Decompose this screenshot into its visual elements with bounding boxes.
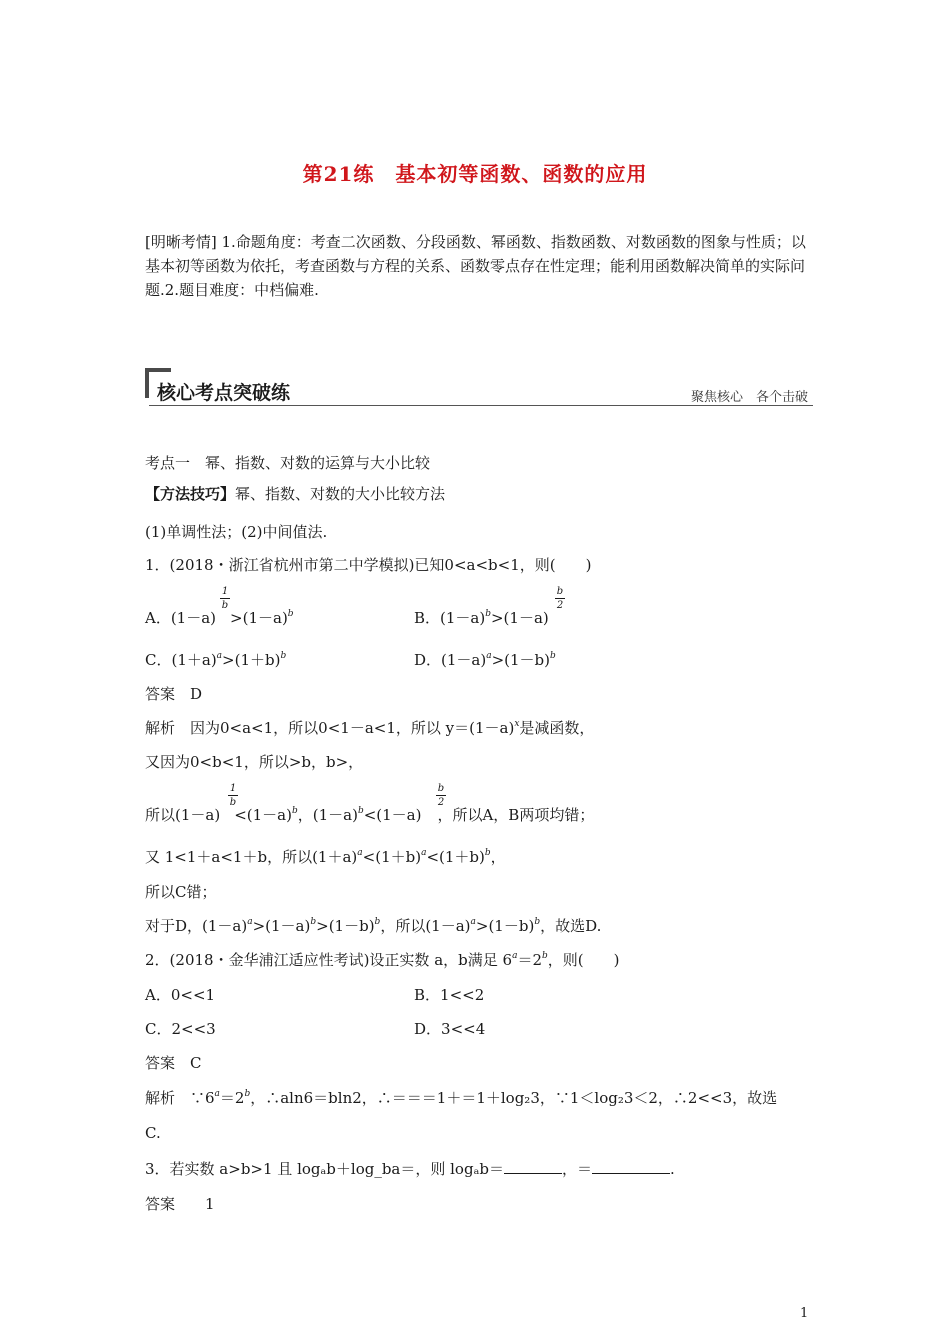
q1-sol4-sup1: a <box>357 848 363 858</box>
q3-stem-c: . <box>669 1160 675 1178</box>
q2-option-d: D．3<<4 <box>414 1020 486 1038</box>
q2-sol-c: ，∴aln6＝bln2，∴＝＝＝1＋＝1＋log₂3，∵1＜log₂3＜2，∴2<<3，故选 <box>250 1089 778 1107</box>
q2-option-b: B．1<<2 <box>414 986 485 1004</box>
method-text: 幂、指数、对数的大小比较方法 <box>235 485 446 503</box>
q1-sol6-f: ，故选D. <box>540 917 602 935</box>
q1-sol1-text: 解析 因为0<a<1，所以0<1－a<1，所以 y＝(1－a) <box>145 719 515 737</box>
q1-sol6-e: >(1－b) <box>475 917 535 935</box>
banner-subtitle: 聚焦核心 各个击破 <box>691 390 809 405</box>
q1-sol4-d: ， <box>490 848 506 866</box>
q2-solution-1 <box>145 1087 777 1108</box>
q1-b-mid: >(1－a) <box>490 609 549 627</box>
q3-blank-1[interactable] <box>504 1173 562 1174</box>
q1-sol3-sup1: b <box>291 806 298 816</box>
q1-sol6-d: ，所以(1－a) <box>380 917 471 935</box>
q3-stem <box>145 1158 675 1179</box>
q3-stem-a: 3．若实数 a>b>1 且 logₐb＋log_ba＝，则 logₐb＝ <box>145 1160 504 1178</box>
frac-bar <box>228 795 238 796</box>
q3-stem-b: ，＝ <box>561 1160 592 1178</box>
q2-option-a: A．0<<1 <box>145 986 216 1004</box>
q1-solution-3 <box>145 804 594 825</box>
q2-sol-sup2: b <box>244 1089 251 1099</box>
method-tag: 【方法技巧】 <box>145 485 236 503</box>
q2-stem-a: 2．(2018・金华浦江适应性考试)设正实数 a，b满足 6 <box>145 951 513 969</box>
q1-sol1-sup: x <box>514 719 520 729</box>
q1-b-frac <box>554 586 566 611</box>
q1-a-tail: >(1－a) <box>230 609 288 627</box>
q1-d-base: D．(1－a) <box>414 651 487 669</box>
frac-denominator: b <box>221 600 229 611</box>
intro-tag: [明晰考情] <box>145 233 217 251</box>
q1-sol6-sup3: b <box>374 917 381 927</box>
frac-bar <box>436 795 446 796</box>
frac-denominator: 2 <box>556 600 564 611</box>
q1-solution-4 <box>145 846 506 867</box>
q2-stem-sup2: b <box>541 951 548 961</box>
q1-sol4-sup2: a <box>421 848 427 858</box>
q1-a-frac <box>219 586 231 611</box>
q1-sol3-b: <(1－a) <box>234 806 292 824</box>
q2-stem <box>145 949 619 970</box>
frac-numerator: b <box>556 586 564 597</box>
method-list: (1)单调性法；(2)中间值法. <box>145 523 328 541</box>
q1-sol1-tail: 是减函数， <box>519 719 595 737</box>
q2-option-c: C．2<<3 <box>145 1020 216 1038</box>
banner-frame-horizontal <box>145 368 171 372</box>
q1-sol6-sup2: b <box>310 917 317 927</box>
q1-option-c <box>145 649 286 670</box>
q2-stem-sup1: a <box>512 951 518 961</box>
q1-c-mid: >(1＋b) <box>222 651 281 669</box>
q1-d-sup2: b <box>550 651 556 661</box>
q2-stem-c: ，则( ) <box>547 951 620 969</box>
q3-answer: 答案 1 <box>145 1195 215 1213</box>
frac-numerator: b <box>437 783 445 794</box>
q1-c-sup2: b <box>280 651 287 661</box>
q1-stem: 1．(2018・浙江省杭州市第二中学模拟)已知0<a<b<1，则( ) <box>145 556 592 574</box>
q1-sol4-a: 又 1<1＋a<1＋b，所以(1＋a) <box>145 848 358 866</box>
q1-c-base: C．(1＋a) <box>145 651 217 669</box>
q1-b-sup: b <box>485 609 491 619</box>
banner-underline <box>149 405 813 406</box>
q1-sol3-frac2 <box>435 783 447 808</box>
section-heading: 考点一 幂、指数、对数的运算与大小比较 <box>145 454 431 472</box>
q1-sol4-b: <(1＋b) <box>362 848 422 866</box>
q1-sol6-a: 对于D，(1－a) <box>145 917 248 935</box>
q1-solution-2: 又因为0<b<1，所以>b，b>， <box>145 753 364 771</box>
frac-denominator: 2 <box>437 797 445 808</box>
q1-sol6-sup1: a <box>247 917 253 927</box>
banner-title: 核心考点突破练 <box>157 382 291 404</box>
q2-stem-b: ＝2 <box>517 951 542 969</box>
frac-bar <box>220 598 230 599</box>
banner-frame-vertical <box>145 368 149 398</box>
q3-blank-2[interactable] <box>592 1173 670 1174</box>
q1-option-b <box>414 607 549 628</box>
q2-sol-a: 解析 ∵6 <box>145 1089 215 1107</box>
q1-sol6-b: >(1－a) <box>252 917 311 935</box>
q1-sol3-a: 所以(1－a) <box>145 806 221 824</box>
q1-c-sup1: a <box>216 651 223 661</box>
q1-sol3-sup2: b <box>357 806 364 816</box>
q1-sol4-sup3: b <box>484 848 491 858</box>
q1-option-d <box>414 649 556 670</box>
q1-sol4-c: <(1＋b) <box>426 848 485 866</box>
q1-sol3-c: ，(1－a) <box>297 806 358 824</box>
frac-numerator: 1 <box>229 783 237 794</box>
q2-answer: 答案 C <box>145 1054 202 1072</box>
q1-b-base: B．(1－a) <box>414 609 486 627</box>
page-number: 1 <box>800 1306 809 1321</box>
q1-sol3-e: ，所以A，B两项均错； <box>437 806 595 824</box>
q1-solution-5: 所以C错； <box>145 883 217 901</box>
method-line <box>145 483 445 504</box>
page-title: 第21练 基本初等函数、函数的应用 <box>302 162 648 186</box>
q2-sol-b: ＝2 <box>219 1089 245 1107</box>
q1-d-sup1: a <box>486 651 492 661</box>
q1-answer: 答案 D <box>145 685 203 703</box>
intro-text: 1.命题角度：考查二次函数、分段函数、幂函数、指数函数、对数函数的图象与性质；以基本初等函数为依托，考查函数与方程的关系、函数零点存在性定理；能利用函数解决简单的实际问题.2.题目难度：中档偏难. <box>145 233 806 299</box>
q1-sol6-sup5: b <box>534 917 541 927</box>
q1-a-base: A．(1－a) <box>145 609 217 627</box>
frac-bar <box>555 598 565 599</box>
intro-paragraph <box>145 230 810 302</box>
q1-a-sup: b <box>287 609 294 619</box>
frac-numerator: 1 <box>221 586 229 597</box>
q2-solution-2: C. <box>145 1124 161 1142</box>
q1-sol3-d: <(1－a) <box>363 806 422 824</box>
frac-denominator: b <box>229 797 237 808</box>
q1-d-mid: >(1－b) <box>491 651 551 669</box>
q1-solution-6 <box>145 915 601 936</box>
q1-sol6-c: >(1－b) <box>316 917 375 935</box>
q1-sol6-sup4: a <box>470 917 476 927</box>
q1-solution-1 <box>145 717 594 738</box>
q1-sol3-frac1 <box>227 783 239 808</box>
q2-sol-sup1: a <box>214 1089 220 1099</box>
